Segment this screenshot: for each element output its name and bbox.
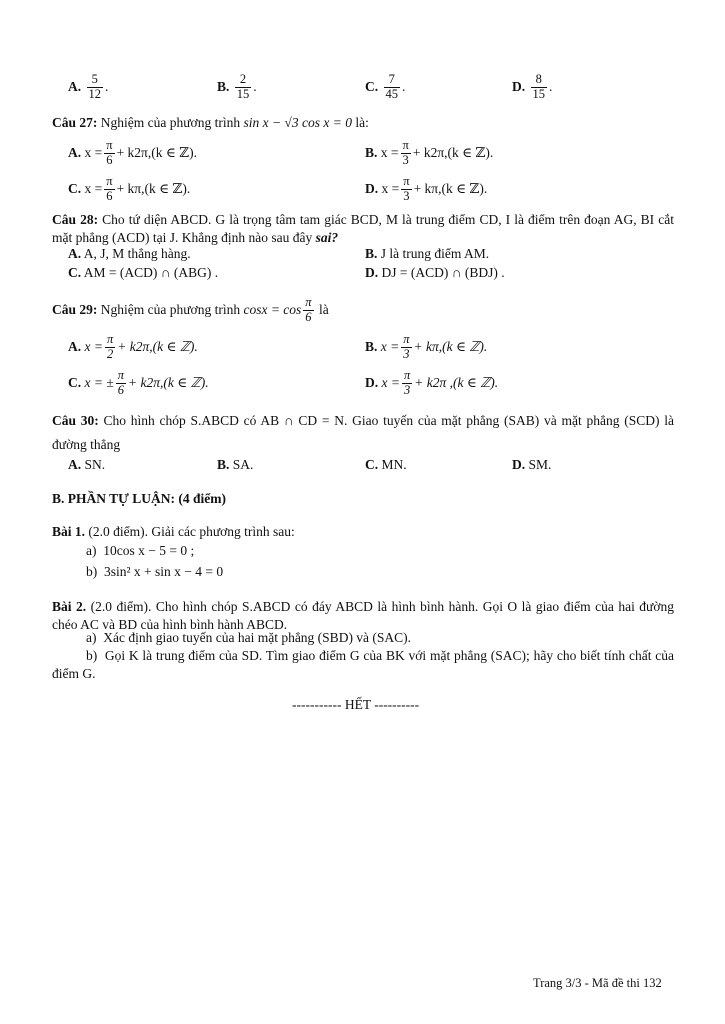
q30-option-a: A. SN. [68,457,106,472]
q26-option-d: D. $\frac{8}{15}$ . [512,72,553,101]
bai1-item-b: b) 3sin² x + sin x − 4 = 0 [86,564,224,579]
q26-option-c: C. $\frac{7}{45}$ . [365,72,406,101]
end-marker: ----------- HẾT ---------- [292,697,420,712]
fraction: $\frac{8}{15}$ [532,72,545,101]
q29-option-c: C. x = ± $\frac{\pi}{6}$ + k2π, (k ∈ ℤ) . [68,368,209,397]
q27-option-c: C. x = $\frac{\pi}{6}$ + kπ, (k ∈ ℤ) . [68,174,191,203]
fraction: $\frac{\pi}{6}$ [305,295,312,324]
q29-option-d: D. x = $\frac{\pi}{3}$ + k2π , (k ∈ ℤ) . [365,368,499,397]
q30-option-d: D. SM. [512,457,552,472]
q30-stem: Câu 30: Cho hình chóp S.ABCD có AB ∩ CD = N. Giao tuyến của mặt phẳng (SAB) và mặt phẳng (SCD) là đường thẳng [52,413,674,452]
q26-option-b: B. $\frac{2}{15}$ . [217,72,257,101]
q28-option-b: B. J là trung điểm AM. [365,246,490,261]
bai2-stem: Bài 2. (2.0 điểm). Cho hình chóp S.ABCD có đáy ABCD là hình bình hành. Gọi O là giao điểm của hai đường chéo AC và BD của hình bình hành ABCD. [52,599,675,632]
fraction: $\frac{\pi}{3}$ [403,368,411,397]
fraction: $\frac{2}{15}$ [236,72,250,101]
q27-option-a: A. x = $\frac{\pi}{6}$ + k2π, (k ∈ ℤ) . [68,138,197,167]
q27-option-b: B. x = $\frac{\pi}{3}$ + k2π, (k ∈ ℤ) . [365,138,494,167]
q28-option-c: C. AM = (ACD) ∩ (ABG) . [68,265,219,280]
bai1-stem: Bài 1. (2.0 điểm). Giải các phương trình sau: [52,524,295,539]
page-footer: Trang 3/3 - Mã đề thi 132 [533,976,662,990]
fraction: $\frac{\pi}{6}$ [117,368,125,397]
q26-option-a: A. $\frac{5}{12}$ . [68,72,109,101]
fraction: $\frac{5}{12}$ [88,72,101,101]
q30-option-b: B. SA. [217,457,254,472]
q29-option-a: A. x = $\frac{\pi}{2}$ + k2π, (k ∈ ℤ) . [68,332,198,361]
fraction: $\frac{\pi}{3}$ [403,332,410,361]
bai1-item-a: a) 10cos x − 5 = 0 ; [86,543,195,558]
fraction: $\frac{7}{45}$ [385,72,398,101]
fraction: $\frac{\pi}{6}$ [106,174,113,203]
q28-option-d: D. DJ = (ACD) ∩ (BDJ) . [365,265,505,280]
q29-option-b: B. x = $\frac{\pi}{3}$ + kπ, (k ∈ ℤ) . [365,332,488,361]
q28-stem: Câu 28: Cho tứ diện ABCD. G là trọng tâm tam giác BCD, M là trung điểm CD, I là điểm trên đoạn AG, BI cắt mặt phẳng (ACD) tại J. Khẳng định nào sau đây sai? [52,212,674,245]
bai2-item-b: b) Gọi K là trung điểm của SD. Tìm giao điểm G của BK với mặt phẳng (SAC); hãy cho biết tính chất của điểm G. [52,648,674,681]
q30-option-c: C. MN. [365,457,407,472]
fraction: $\frac{\pi}{6}$ [106,138,113,167]
q27-stem: Câu 27: Nghiệm của phương trình sin x − √3 cos x = 0 là: [52,115,369,130]
section-heading: B. PHẦN TỰ LUẬN: (4 điểm) [52,491,226,506]
fraction: $\frac{\pi}{3}$ [403,174,410,203]
q29-stem: Câu 29: Nghiệm của phương trình cosx = cos $\frac{\pi}{6}$ là [52,295,329,324]
q28-option-a: A. A, J, M thẳng hàng. [68,246,191,261]
fraction: $\frac{\pi}{2}$ [106,332,114,361]
q27-option-d: D. x = $\frac{\pi}{3}$ + kπ, (k ∈ ℤ) . [365,174,488,203]
bai2-item-a: a) Xác định giao tuyến của hai mặt phẳng (SBD) và (SAC). [86,630,412,645]
fraction: $\frac{\pi}{3}$ [402,138,409,167]
